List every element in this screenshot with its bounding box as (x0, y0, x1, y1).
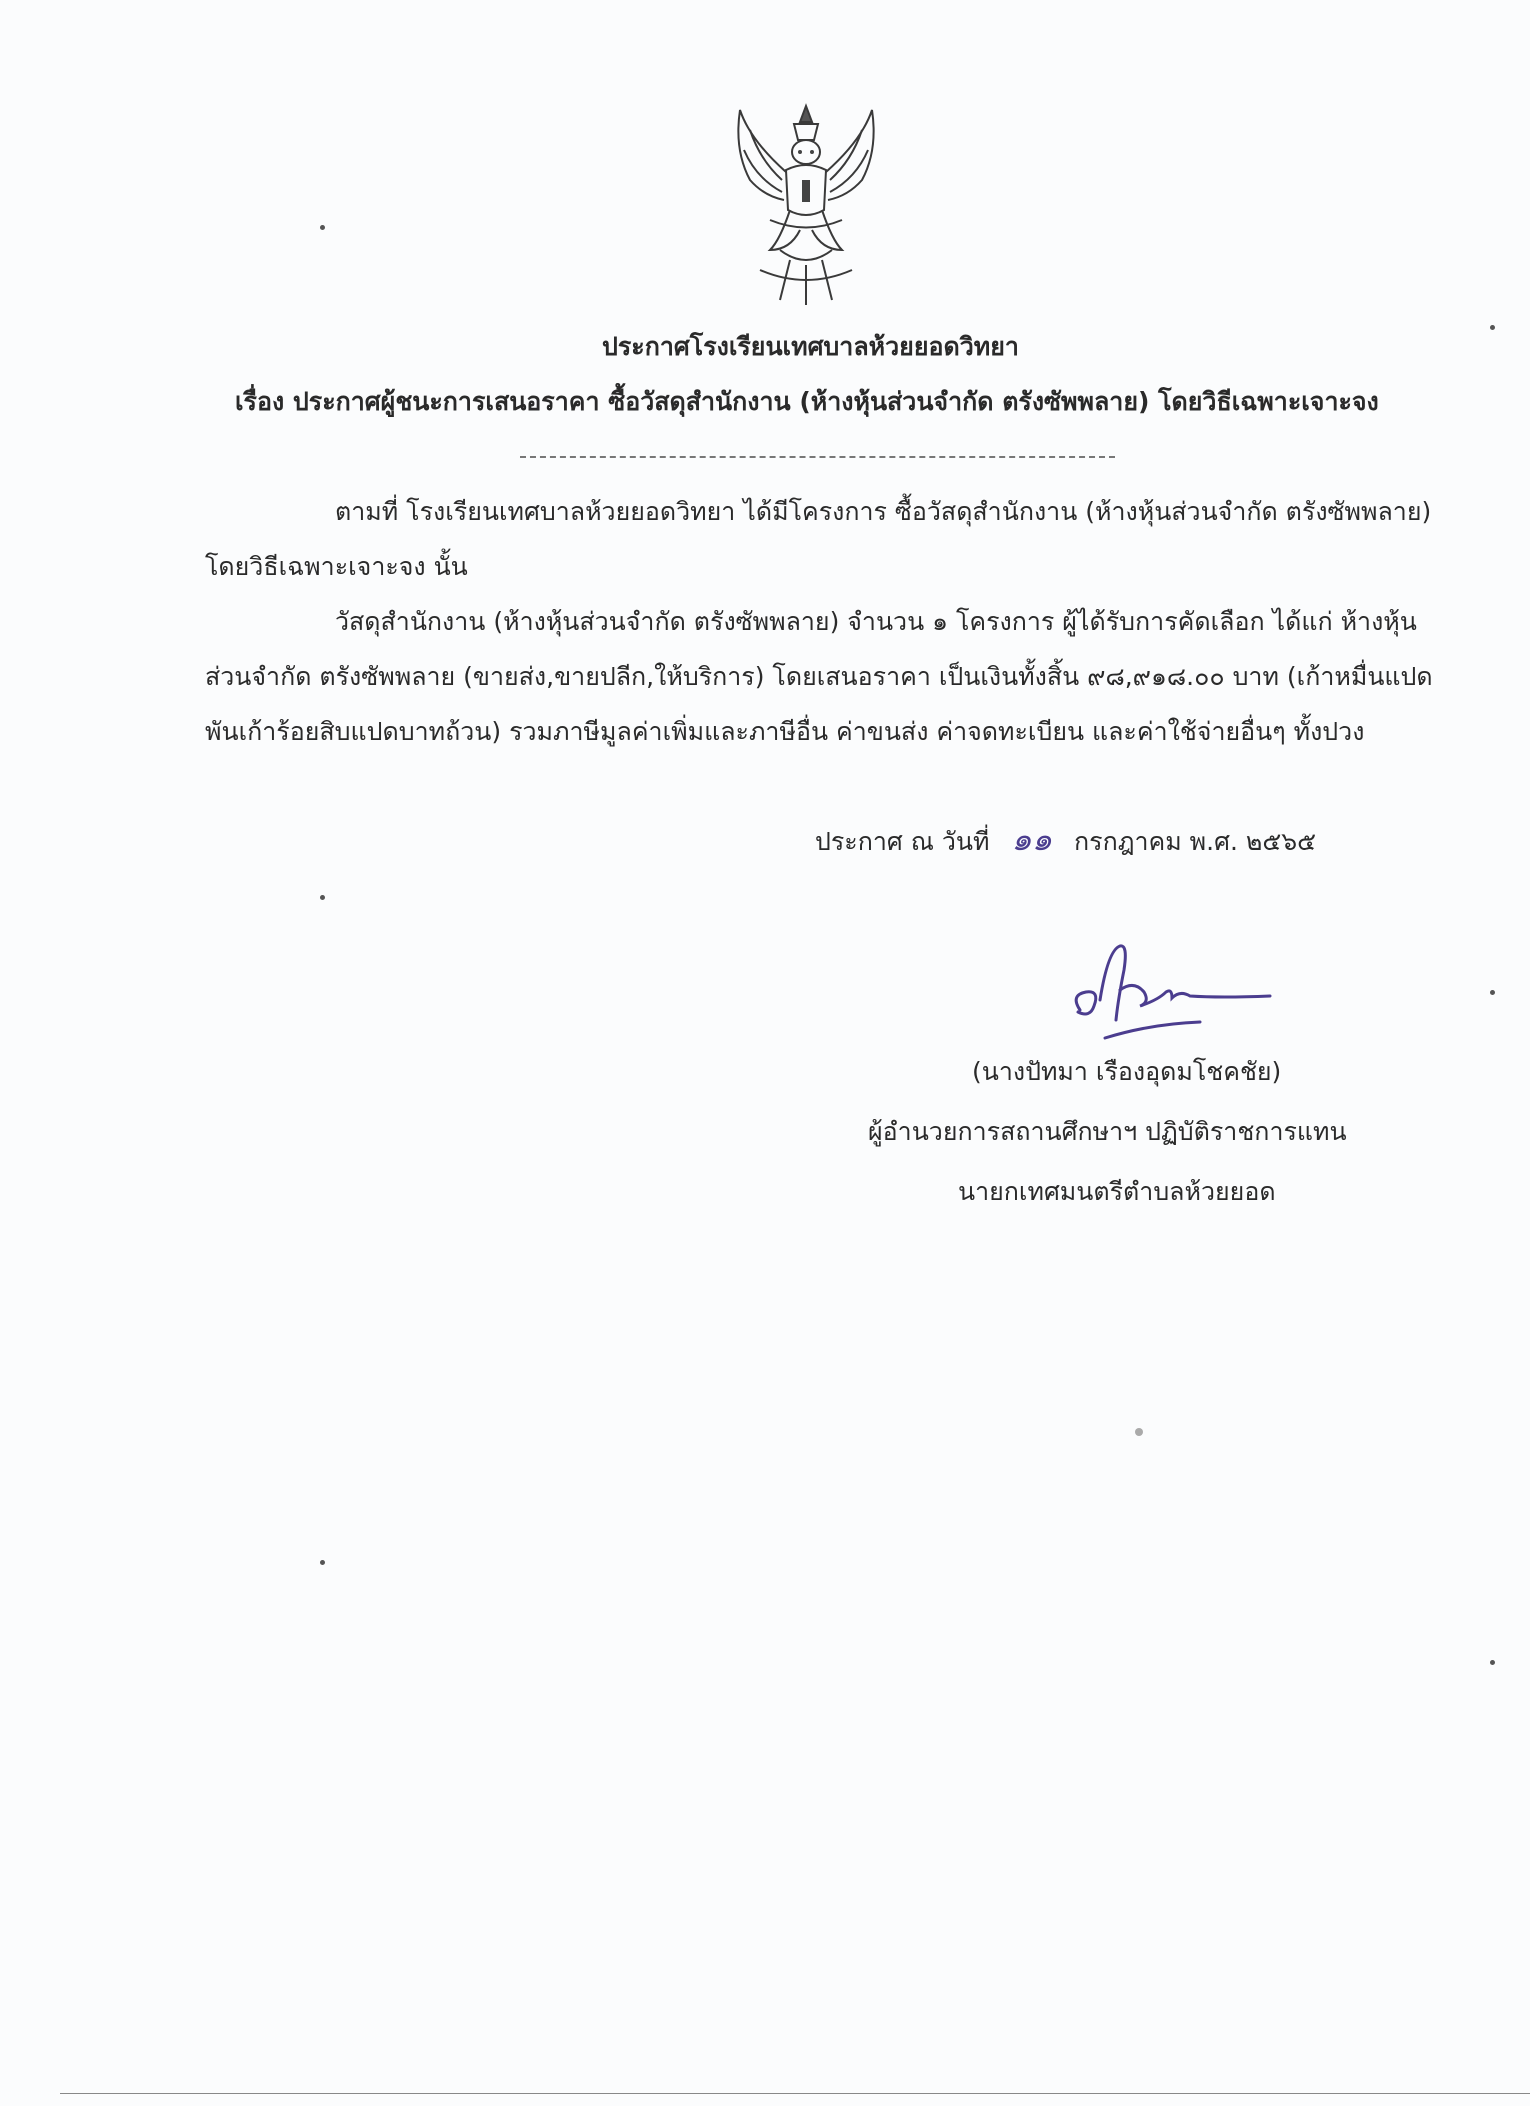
date-line (815, 822, 1316, 859)
signatory-office: นายกเทศมนตรีตำบลห้วยยอด (958, 1177, 1276, 1206)
paragraph-2-line-1: วัสดุสำนักงาน (ห้างหุ้นส่วนจำกัด ตรังซัพพลาย) จำนวน ๑ โครงการ ผู้ได้รับการคัดเลือก ได้แก่ ห้างหุ้น (335, 607, 1417, 636)
scan-edge-line (60, 2093, 1530, 2094)
paper-speck (1135, 1428, 1143, 1436)
paper-speck (320, 225, 325, 230)
paragraph-2-line-2: ส่วนจำกัด ตรังซัพพลาย (ขายส่ง,ขายปลีก,ให้บริการ) โดยเสนอราคา เป็นเงินทั้งสิ้น ๙๘,๙๑๘.๐๐ บาท (เก้าหมื่นแปด (205, 662, 1433, 691)
announcement-subject: เรื่อง ประกาศผู้ชนะการเสนอราคา ซื้อวัสดุสำนักงาน (ห้างหุ้นส่วนจำกัด ตรังซัพพลาย) โดยวิธีเฉพาะเจาะจง (235, 387, 1379, 416)
divider-dashed (520, 456, 1115, 458)
announcement-title: ประกาศโรงเรียนเทศบาลห้วยยอดวิทยา (602, 332, 1019, 361)
signature-icon (1060, 940, 1290, 1050)
paragraph-2-line-3: พันเก้าร้อยสิบแปดบาทถ้วน) รวมภาษีมูลค่าเพิ่มและภาษีอื่น ค่าขนส่ง ค่าจดทะเบียน และค่าใช้จ่ายอื่นๆ ทั้งปวง (205, 717, 1365, 746)
date-day-handwritten: ๑๑ (1011, 820, 1053, 858)
signatory-name: (นางปัทมา เรืองอุดมโชคชัย) (972, 1057, 1282, 1086)
paragraph-1-line-2: โดยวิธีเฉพาะเจาะจง นั้น (205, 552, 468, 581)
signatory-position: ผู้อำนวยการสถานศึกษาฯ ปฏิบัติราชการแทน (868, 1117, 1347, 1146)
paper-speck (1490, 325, 1495, 330)
paper-speck (1490, 990, 1495, 995)
garuda-emblem-icon (720, 100, 892, 312)
date-prefix: ประกาศ ณ วันที่ (815, 827, 990, 856)
paper-speck (320, 1560, 325, 1565)
paragraph-1-line-1: ตามที่ โรงเรียนเทศบาลห้วยยอดวิทยา ได้มีโครงการ ซื้อวัสดุสำนักงาน (ห้างหุ้นส่วนจำกัด ตรังซัพพลาย) (335, 497, 1432, 526)
date-month-year: กรกฎาคม พ.ศ. ๒๕๖๕ (1074, 827, 1317, 856)
paper-speck (1490, 1660, 1495, 1665)
paper-speck (320, 895, 325, 900)
